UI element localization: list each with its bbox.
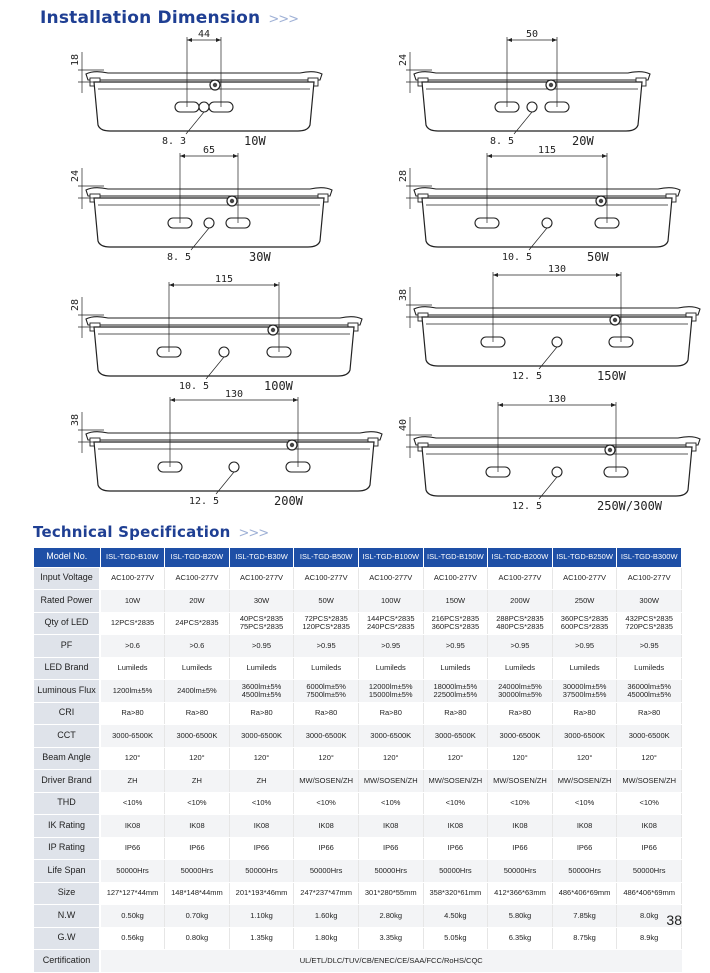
spec-row-label: Rated Power [34, 590, 100, 613]
spec-cell: IK08 [294, 815, 359, 838]
spec-cell: IK08 [552, 815, 617, 838]
spec-cell: IK08 [423, 815, 488, 838]
cable-gland-core [599, 199, 603, 203]
height-dimension-label: 24 [70, 169, 81, 183]
spec-cell: IK08 [358, 815, 423, 838]
dimension-drawing [72, 30, 332, 150]
spec-cell: Lumileds [294, 657, 359, 680]
spec-cell: 12000lm±5% 15000lm±5% [358, 680, 423, 703]
height-dimension-label: 18 [70, 53, 81, 67]
fixture-heatsink [414, 307, 700, 315]
spec-cell: 5.05kg [423, 927, 488, 950]
spec-cell: MW/SOSEN/ZH [358, 770, 423, 793]
spec-cell: IK08 [617, 815, 682, 838]
spec-row-label: Size [34, 882, 100, 905]
certification-value: UL/ETL/DLC/TUV/CB/ENEC/CE/SAA/FCC/RoHS/CQC [100, 950, 682, 973]
spec-cell: 120° [294, 747, 359, 770]
spec-cell: 3000-6500K [358, 725, 423, 748]
dimension-drawing-svg [400, 265, 710, 385]
spec-cell: 201*193*46mm [229, 882, 294, 905]
spec-cell: 3000-6500K [229, 725, 294, 748]
chevrons-icon: >>> [268, 12, 299, 27]
spec-cell: IK08 [229, 815, 294, 838]
model-wattage-label: 200W [274, 494, 303, 508]
width-dimension-label: 50 [525, 29, 539, 40]
spec-cell: 3.35kg [358, 927, 423, 950]
spec-cell: 50000Hrs [423, 860, 488, 883]
height-dimension-label: 28 [70, 298, 81, 312]
spec-cell: ZH [165, 770, 230, 793]
spec-cell: 20W [165, 590, 230, 613]
spec-row [34, 635, 682, 658]
spec-row [34, 680, 682, 703]
spec-cell: 24000lm±5% 30000lm±5% [488, 680, 553, 703]
fixture-heatsink [86, 317, 362, 325]
spec-cell: 120° [358, 747, 423, 770]
installation-dimension-title [40, 8, 298, 28]
spec-row-label: Driver Brand [34, 770, 100, 793]
spec-cell: AC100-277V [617, 567, 682, 590]
spec-cell: MW/SOSEN/ZH [423, 770, 488, 793]
spec-header-row [34, 548, 682, 567]
spec-cell: 301*280*55mm [358, 882, 423, 905]
dimension-drawing [72, 390, 392, 510]
spec-cell: 144PCS*2835 240PCS*2835 [358, 612, 423, 635]
model-header: ISL-TGD-B10W [100, 548, 165, 567]
spec-cell: 120° [488, 747, 553, 770]
spec-row [34, 927, 682, 950]
width-dimension-label: 115 [214, 274, 234, 285]
hole-diameter-label: 12. 5 [188, 496, 220, 507]
spec-cell: 3000-6500K [294, 725, 359, 748]
spec-cell: 24PCS*2835 [165, 612, 230, 635]
spec-cell: 50000Hrs [358, 860, 423, 883]
spec-cell: AC100-277V [165, 567, 230, 590]
chevrons-icon: >>> [238, 526, 269, 541]
spec-cell: Ra>80 [552, 702, 617, 725]
mounting-hole [204, 218, 214, 228]
model-no-header: Model No. [34, 548, 100, 567]
model-wattage-label: 150W [597, 369, 626, 383]
spec-cell: IK08 [488, 815, 553, 838]
spec-cell: 486*406*69mm [617, 882, 682, 905]
spec-cell: Ra>80 [617, 702, 682, 725]
cable-gland-core [613, 318, 617, 322]
spec-cell: 10W [100, 590, 165, 613]
title-text: Installation Dimension [40, 8, 261, 28]
spec-cell: 6000lm±5% 7500lm±5% [294, 680, 359, 703]
spec-row [34, 567, 682, 590]
spec-cell: IK08 [165, 815, 230, 838]
spec-cell: 50000Hrs [617, 860, 682, 883]
spec-cell: 2.80kg [358, 905, 423, 928]
spec-row [34, 725, 682, 748]
width-dimension-label: 130 [547, 394, 567, 405]
spec-cell: 120° [100, 747, 165, 770]
spec-cell: Ra>80 [100, 702, 165, 725]
fixture-heatsink [86, 188, 332, 196]
mounting-hole [542, 218, 552, 228]
spec-cell: 3000-6500K [100, 725, 165, 748]
mounting-hole [229, 462, 239, 472]
spec-row-label: N.W [34, 905, 100, 928]
spec-cell: 3000-6500K [165, 725, 230, 748]
spec-cell: Ra>80 [488, 702, 553, 725]
model-wattage-label: 100W [264, 379, 293, 393]
model-header: ISL-TGD-B100W [358, 548, 423, 567]
spec-row [34, 747, 682, 770]
spec-row [34, 702, 682, 725]
spec-row [34, 860, 682, 883]
spec-cell: <10% [358, 792, 423, 815]
spec-cell: <10% [617, 792, 682, 815]
spec-row [34, 590, 682, 613]
spec-cell: 3000-6500K [552, 725, 617, 748]
spec-cell: AC100-277V [100, 567, 165, 590]
spec-cell: 486*406*69mm [552, 882, 617, 905]
spec-cell: <10% [100, 792, 165, 815]
spec-cell: 50000Hrs [165, 860, 230, 883]
model-wattage-label: 50W [587, 250, 609, 264]
spec-cell: 30W [229, 590, 294, 613]
spec-table-body [34, 567, 682, 972]
spec-cell: 120° [617, 747, 682, 770]
spec-cell: Lumileds [423, 657, 488, 680]
height-dimension-label: 40 [398, 418, 409, 432]
spec-row-label: CCT [34, 725, 100, 748]
spec-row-label: Qty of LED [34, 612, 100, 635]
page-number: 38 [666, 912, 682, 928]
spec-cell: 2400lm±5% [165, 680, 230, 703]
spec-cell: 120° [423, 747, 488, 770]
spec-cell: MW/SOSEN/ZH [294, 770, 359, 793]
fixture-heatsink [86, 72, 322, 80]
spec-row-label: CRI [34, 702, 100, 725]
spec-cell: AC100-277V [552, 567, 617, 590]
model-header: ISL-TGD-B50W [294, 548, 359, 567]
spec-cell: 0.50kg [100, 905, 165, 928]
spec-cell: >0.95 [423, 635, 488, 658]
spec-row-label: THD [34, 792, 100, 815]
spec-row-label: IK Rating [34, 815, 100, 838]
spec-cell: AC100-277V [358, 567, 423, 590]
spec-cell: 0.70kg [165, 905, 230, 928]
spec-cell: 50000Hrs [229, 860, 294, 883]
technical-specification-title [33, 523, 268, 541]
dimension-drawing-svg [72, 146, 342, 266]
spec-cell: IP66 [552, 837, 617, 860]
spec-cell: 72PCS*2835 120PCS*2835 [294, 612, 359, 635]
spec-row [34, 882, 682, 905]
certification-row [34, 950, 682, 973]
spec-cell: MW/SOSEN/ZH [617, 770, 682, 793]
spec-cell: >0.6 [165, 635, 230, 658]
cable-gland-core [290, 443, 294, 447]
spec-row [34, 815, 682, 838]
spec-cell: >0.95 [294, 635, 359, 658]
width-dimension-label: 44 [197, 29, 211, 40]
width-dimension-label: 130 [547, 264, 567, 275]
spec-cell: 247*237*47mm [294, 882, 359, 905]
spec-row-label: Luminous Flux [34, 680, 100, 703]
spec-cell: 127*127*44mm [100, 882, 165, 905]
fixture-heatsink [414, 437, 700, 445]
spec-cell: ZH [100, 770, 165, 793]
spec-cell: Lumileds [358, 657, 423, 680]
height-dimension-label: 38 [398, 288, 409, 302]
spec-cell: Lumileds [100, 657, 165, 680]
spec-cell: 8.9kg [617, 927, 682, 950]
height-dimension-label: 24 [398, 53, 409, 67]
spec-cell: Ra>80 [358, 702, 423, 725]
dimension-drawing-svg [72, 390, 392, 510]
spec-cell: 6.35kg [488, 927, 553, 950]
spec-cell: 120° [165, 747, 230, 770]
spec-cell: 50000Hrs [488, 860, 553, 883]
spec-cell: >0.95 [488, 635, 553, 658]
spec-row [34, 657, 682, 680]
spec-cell: AC100-277V [294, 567, 359, 590]
spec-cell: AC100-277V [488, 567, 553, 590]
spec-cell: Ra>80 [165, 702, 230, 725]
spec-cell: IP66 [294, 837, 359, 860]
spec-cell: 360PCS*2835 600PCS*2835 [552, 612, 617, 635]
spec-cell: IP66 [617, 837, 682, 860]
spec-cell: 120° [229, 747, 294, 770]
spec-cell: 30000lm±5% 37500lm±5% [552, 680, 617, 703]
dimension-drawing [400, 30, 660, 150]
mounting-hole [219, 347, 229, 357]
spec-cell: 4.50kg [423, 905, 488, 928]
spec-cell: 3000-6500K [423, 725, 488, 748]
dimension-drawing [400, 146, 690, 266]
spec-cell: <10% [294, 792, 359, 815]
spec-row-label: IP Rating [34, 837, 100, 860]
spec-cell: IP66 [423, 837, 488, 860]
spec-cell: 12PCS*2835 [100, 612, 165, 635]
spec-cell: 1.10kg [229, 905, 294, 928]
spec-cell: 50000Hrs [294, 860, 359, 883]
spec-row [34, 792, 682, 815]
cable-gland-core [549, 83, 553, 87]
dimension-drawing-svg [400, 30, 660, 150]
hole-diameter-label: 10. 5 [501, 252, 533, 263]
spec-cell: 18000lm±5% 22500lm±5% [423, 680, 488, 703]
spec-cell: 1200lm±5% [100, 680, 165, 703]
spec-row-label: LED Brand [34, 657, 100, 680]
hole-diameter-label: 8. 3 [161, 136, 187, 147]
cable-gland-core [230, 199, 234, 203]
spec-row-label: Life Span [34, 860, 100, 883]
spec-cell: 0.80kg [165, 927, 230, 950]
spec-cell: 432PCS*2835 720PCS*2835 [617, 612, 682, 635]
spec-row [34, 837, 682, 860]
spec-cell: 0.56kg [100, 927, 165, 950]
dimension-drawing-svg [400, 395, 710, 515]
spec-cell: 288PCS*2835 480PCS*2835 [488, 612, 553, 635]
model-wattage-label: 20W [572, 134, 594, 148]
spec-cell: 8.0kg [617, 905, 682, 928]
spec-cell: IP66 [488, 837, 553, 860]
spec-cell: Lumileds [552, 657, 617, 680]
model-header: ISL-TGD-B150W [423, 548, 488, 567]
height-dimension-label: 38 [70, 413, 81, 427]
spec-row [34, 905, 682, 928]
spec-row-label: Input Voltage [34, 567, 100, 590]
dimension-drawing-svg [72, 275, 372, 395]
spec-cell: <10% [423, 792, 488, 815]
mounting-hole [527, 102, 537, 112]
spec-cell: 358*320*61mm [423, 882, 488, 905]
spec-cell: IP66 [165, 837, 230, 860]
spec-cell: 300W [617, 590, 682, 613]
spec-cell: 50W [294, 590, 359, 613]
spec-cell: Lumileds [617, 657, 682, 680]
spec-cell: Ra>80 [423, 702, 488, 725]
spec-cell: AC100-277V [423, 567, 488, 590]
spec-cell: 3000-6500K [617, 725, 682, 748]
spec-cell: 150W [423, 590, 488, 613]
model-wattage-label: 30W [249, 250, 271, 264]
mounting-hole [552, 467, 562, 477]
spec-cell: ZH [229, 770, 294, 793]
mounting-hole [552, 337, 562, 347]
spec-cell: >0.6 [100, 635, 165, 658]
model-header: ISL-TGD-B250W [552, 548, 617, 567]
fixture-heatsink [414, 188, 680, 196]
spec-cell: 40PCS*2835 75PCS*2835 [229, 612, 294, 635]
fixture-heatsink [414, 72, 650, 80]
spec-cell: 148*148*44mm [165, 882, 230, 905]
spec-cell: Lumileds [165, 657, 230, 680]
spec-row-label: PF [34, 635, 100, 658]
model-wattage-label: 250W/300W [597, 499, 663, 513]
spec-cell: 120° [552, 747, 617, 770]
spec-cell: 100W [358, 590, 423, 613]
model-header: ISL-TGD-B20W [165, 548, 230, 567]
spec-cell: 216PCS*2835 360PCS*2835 [423, 612, 488, 635]
spec-cell: IP66 [100, 837, 165, 860]
spec-cell: 250W [552, 590, 617, 613]
spec-cell: 3000-6500K [488, 725, 553, 748]
dimension-drawing-svg [400, 146, 690, 266]
spec-cell: <10% [165, 792, 230, 815]
width-dimension-label: 115 [537, 145, 557, 156]
spec-cell: 7.85kg [552, 905, 617, 928]
width-dimension-label: 130 [224, 389, 244, 400]
cable-gland-core [608, 448, 612, 452]
spec-row [34, 612, 682, 635]
spec-cell: Lumileds [488, 657, 553, 680]
cable-gland-core [213, 83, 217, 87]
spec-cell: >0.95 [358, 635, 423, 658]
dimension-drawing [72, 275, 372, 395]
spec-cell: MW/SOSEN/ZH [488, 770, 553, 793]
dimension-drawing [400, 395, 710, 515]
spec-cell: 50000Hrs [552, 860, 617, 883]
dimension-drawing [72, 146, 342, 266]
spec-cell: IP66 [358, 837, 423, 860]
spec-row-label: Beam Angle [34, 747, 100, 770]
certification-label: Certification [34, 950, 100, 973]
spec-table [34, 548, 682, 973]
spec-cell: Ra>80 [294, 702, 359, 725]
spec-cell: IK08 [100, 815, 165, 838]
spec-cell: MW/SOSEN/ZH [552, 770, 617, 793]
title-text: Technical Specification [33, 523, 231, 541]
spec-cell: 1.60kg [294, 905, 359, 928]
spec-row [34, 770, 682, 793]
mounting-hole [199, 102, 209, 112]
hole-diameter-label: 12. 5 [511, 371, 543, 382]
width-dimension-label: 65 [202, 145, 216, 156]
model-wattage-label: 10W [244, 134, 266, 148]
spec-cell: Ra>80 [229, 702, 294, 725]
spec-cell: <10% [229, 792, 294, 815]
spec-cell: 36000lm±5% 45000lm±5% [617, 680, 682, 703]
spec-cell: >0.95 [552, 635, 617, 658]
model-header: ISL-TGD-B30W [229, 548, 294, 567]
dimension-drawing-svg [72, 30, 332, 150]
dimension-drawing [400, 265, 710, 385]
hole-diameter-label: 8. 5 [489, 136, 515, 147]
spec-cell: IP66 [229, 837, 294, 860]
spec-cell: <10% [552, 792, 617, 815]
spec-row-label: G.W [34, 927, 100, 950]
spec-cell: 50000Hrs [100, 860, 165, 883]
spec-cell: >0.95 [229, 635, 294, 658]
model-header: ISL-TGD-B200W [488, 548, 553, 567]
hole-diameter-label: 8. 5 [166, 252, 192, 263]
spec-cell: 8.75kg [552, 927, 617, 950]
cable-gland-core [271, 328, 275, 332]
spec-cell: 1.80kg [294, 927, 359, 950]
height-dimension-label: 28 [398, 169, 409, 183]
spec-cell: 200W [488, 590, 553, 613]
fixture-heatsink [86, 432, 382, 440]
spec-cell: 412*366*63mm [488, 882, 553, 905]
spec-cell: 1.35kg [229, 927, 294, 950]
spec-cell: <10% [488, 792, 553, 815]
model-header: ISL-TGD-B300W [617, 548, 682, 567]
spec-cell: 5.80kg [488, 905, 553, 928]
spec-cell: >0.95 [617, 635, 682, 658]
spec-cell: Lumileds [229, 657, 294, 680]
spec-cell: AC100-277V [229, 567, 294, 590]
spec-cell: 3600lm±5% 4500lm±5% [229, 680, 294, 703]
hole-diameter-label: 10. 5 [178, 381, 210, 392]
hole-diameter-label: 12. 5 [511, 501, 543, 512]
